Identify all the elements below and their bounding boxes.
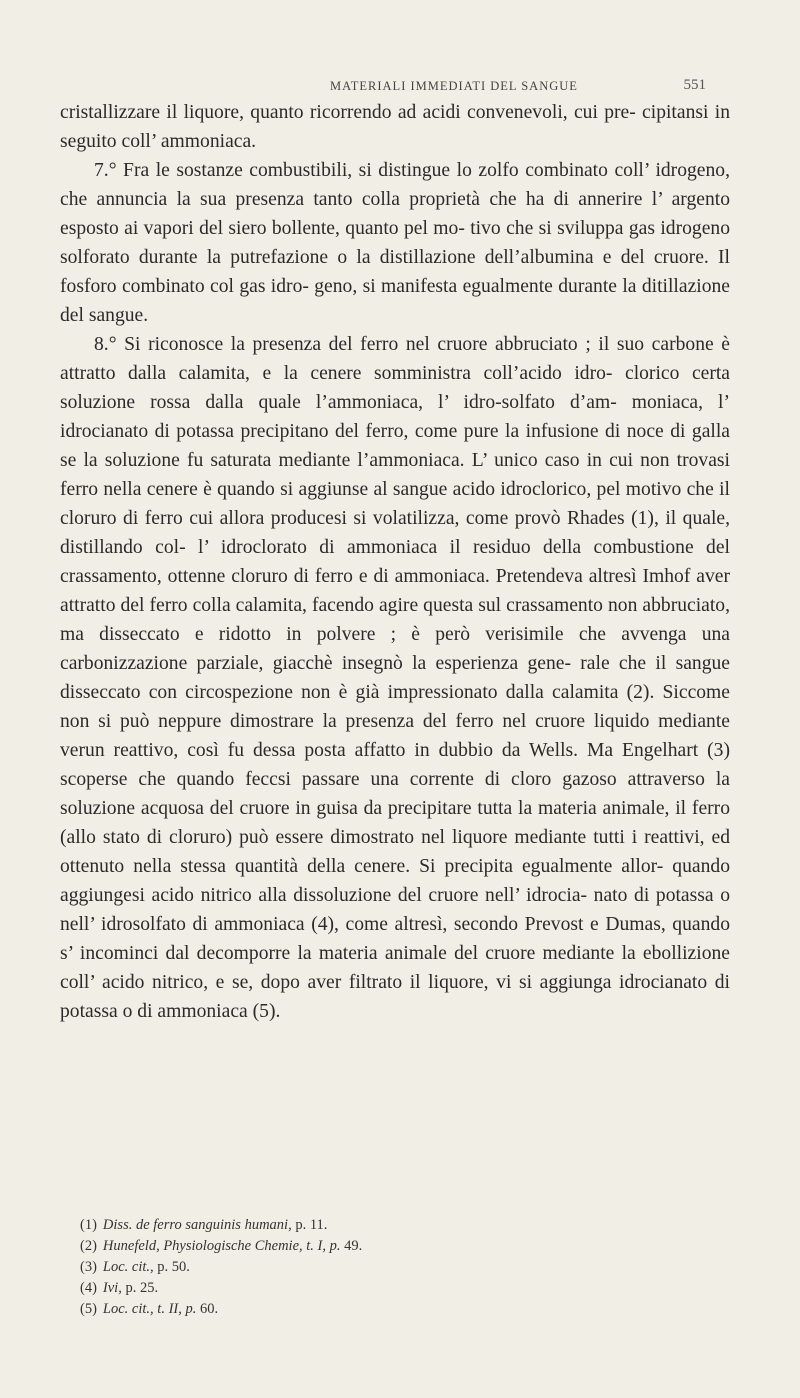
- paragraph-item-7: 7.° Fra le sostanze combustibili, si distingue lo zolfo combinato coll’ idrogeno, che annuncia la sua presenza tanto colla proprietà che ha di annerire l’ argento esposto ai vapori del siero bollente, quanto pel mo- tivo che si sviluppa gas idrogeno solforato durante la putrefazione o la distillazione dell’albumina e del cruore. Il fosforo combinato col gas idro- geno, si manifesta egualmente durante la ditillazione del sangue.: [60, 160, 730, 326]
- page-number: 551: [683, 77, 706, 93]
- footnote-3: [80, 1257, 720, 1278]
- footnote-number: (4): [80, 1280, 97, 1296]
- footnote-number: (2): [80, 1238, 97, 1254]
- footnote-page: 60.: [196, 1301, 219, 1317]
- footnote-page: 49.: [340, 1238, 363, 1254]
- footnote-4: [80, 1278, 720, 1299]
- paragraph-item-8: 8.° Si riconosce la presenza del ferro nel cruore abbruciato ; il suo carbone è attratto dalla calamita, e la cenere somministra coll’acido idro- clorico certa soluzione rossa dalla quale l’ammoniaca, l’ idro-solfato d’am- moniaca, l’ idrocianato di potassa precipitano del ferro, come pure la infusione di noce di galla se la soluzione fu saturata mediante l’ammoniaca. L’ unico caso in cui non trovasi ferro nella cenere è quando si aggiunse al sangue acido idroclorico, pel motivo che il cloruro di ferro cui allora producesi si volatilizza, come provò Rhades (1), il quale, distillando col- l’ idroclorato di ammoniaca il residuo della combustione del crassamento, ottenne cloruro di ferro e di ammoniaca. Pretendeva altresì Imhof aver attratto del ferro colla calamita, facendo agire questa sul crassamento non abbruciato, ma disseccato e ridotto in polvere ; è però verisimile che avvenga una carbonizzazione parziale, giacchè insegnò la esperienza gene- rale che il sangue disseccato con circospezione non è già impressionato dalla calamita (2). Siccome non si può neppure dimostrare la presenza del ferro nel cruore liquido mediante verun reattivo, così fu dessa posta affatto in dubbio da Wells. Ma Engelhart (3) scoperse che quando feccsi passare una corrente di cloro gazoso attraverso la soluzione acquosa del cruore in guisa da precipitare tutta la materia animale, il ferro (allo stato di cloruro) può essere dimostrato nel liquore mediante tutti i reattivi, ed ottenuto nella stessa quantità della cenere. Si precipita egualmente allor- quando aggiungesi acido nitrico alla dissoluzione del cruore nell’ idrocia- nato di potassa o nell’ idrosolfato di ammoniaca (4), come altresì, secondo Prevost e Dumas, quando s’ incominci dal decomporre la materia animale del cruore mediante la ebollizione coll’ acido nitrico, e se, dopo aver filtrato il liquore, vi si aggiunga idrocianato di potassa o di ammoniaca (5).: [60, 334, 730, 1022]
- footnote-page: p. 25.: [121, 1280, 159, 1296]
- footnote-number: (5): [80, 1301, 97, 1317]
- footnote-5: [80, 1299, 720, 1320]
- running-title: MATERIALI IMMEDIATI DEL SANGUE: [330, 79, 578, 93]
- footnote-work: Hunefeld, Physiologische Chemie, t. I, p.: [102, 1238, 341, 1254]
- footnote-2: [80, 1236, 720, 1257]
- paragraph-continuation: cristallizzare il liquore, quanto ricorrendo ad acidi convenevoli, cui pre- cipitansi in seguito coll’ ammoniaca.: [60, 102, 730, 152]
- footnote-work: Loc. cit., t. II, p.: [102, 1301, 197, 1317]
- body-text: [60, 98, 730, 1026]
- footnote-work: Ivi,: [102, 1280, 122, 1296]
- footnote-1: [80, 1215, 720, 1236]
- footnotes: [80, 1215, 720, 1320]
- footnote-number: (3): [80, 1259, 97, 1275]
- footnote-work: Loc. cit.,: [102, 1259, 154, 1275]
- footnote-number: (1): [80, 1217, 97, 1233]
- footnote-page: p. 50.: [153, 1259, 190, 1275]
- footnote-work: Diss. de ferro sanguinis humani,: [102, 1217, 292, 1233]
- footnote-page: p. 11.: [291, 1217, 328, 1233]
